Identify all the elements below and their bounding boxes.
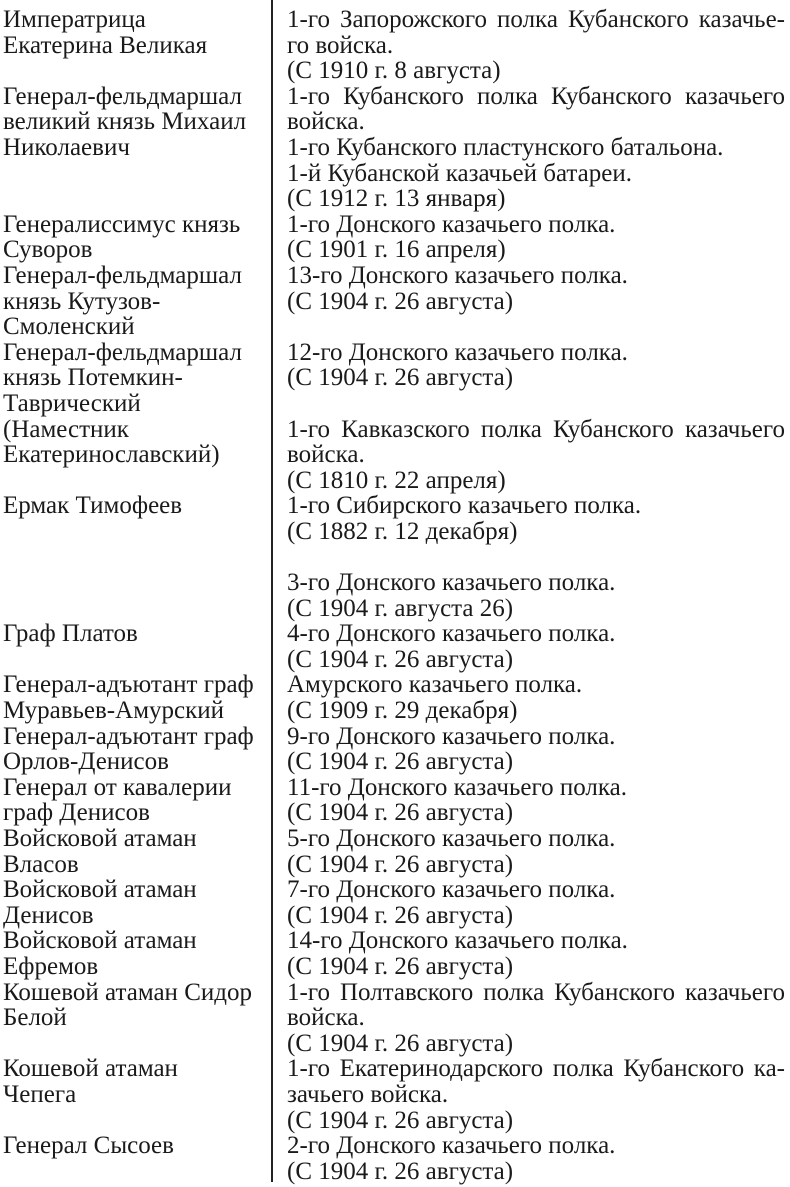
table-row xyxy=(0,877,790,903)
honoree-name-line: Суворов xyxy=(3,236,93,264)
regiment-line: (С 1904 г. 26 августа) xyxy=(287,901,514,929)
table-row xyxy=(0,621,790,647)
table-row xyxy=(0,493,790,519)
honoree-name-line: Генерал-фельдмаршал xyxy=(3,338,242,366)
table-row xyxy=(0,800,790,826)
table-row xyxy=(0,980,790,1006)
honoree-name-line: Екатерина Великая xyxy=(3,31,208,59)
regiment-line: 1-го Екатеринодарского полка Кубанского ка- xyxy=(287,1055,785,1083)
regiment-line: войска. xyxy=(287,441,365,469)
regiment-line: (С 1910 г. 8 августа) xyxy=(287,57,501,85)
regiment-line: 1-го Кубанского пластунского батальона. xyxy=(287,133,724,161)
regiment-line: (С 1904 г. 26 августа) xyxy=(287,1157,514,1185)
honoree-name-line: Генералиссимус князь xyxy=(3,210,241,238)
regiment-line: войска. xyxy=(287,1004,365,1032)
honoree-name-line: князь Потемкин- xyxy=(3,364,183,392)
regiment-line: (С 1909 г. 29 декабря) xyxy=(287,697,518,725)
table-row xyxy=(0,928,790,954)
table-row xyxy=(0,1108,790,1134)
regiment-line: (С 1904 г. 26 августа) xyxy=(287,287,514,315)
honoree-name-line: Чепега xyxy=(3,1080,77,1108)
table-row xyxy=(0,903,790,929)
regiment-line: (С 1912 г. 13 января) xyxy=(287,185,506,213)
table-row xyxy=(0,1133,790,1159)
honoree-name-line: Белой xyxy=(3,1004,67,1032)
table-row xyxy=(0,1005,790,1031)
table-row xyxy=(0,314,790,340)
honoree-name-line: великий князь Михаил xyxy=(3,108,247,136)
honoree-name-line: Ермак Тимофеев xyxy=(3,492,183,520)
table-row xyxy=(0,442,790,468)
table-row xyxy=(0,186,790,212)
regiment-line: (С 1882 г. 12 декабря) xyxy=(287,517,518,545)
regiment-line: 7-го Донского казачьего полка. xyxy=(287,876,616,904)
honoree-name-line: Муравьев-Амурский xyxy=(3,697,225,725)
regiment-line: 14-го Донского казачьего полка. xyxy=(287,927,628,955)
table-row xyxy=(0,135,790,161)
regiment-line: (С 1904 г. 26 августа) xyxy=(287,645,514,673)
honoree-name-line: Войсковой атаман xyxy=(3,876,197,904)
table-row xyxy=(0,289,790,315)
regiment-line: 1-го Полтавского полка Кубанского казачьего xyxy=(287,978,785,1006)
regiment-line: 9-го Донского казачьего полка. xyxy=(287,722,616,750)
table-row xyxy=(0,1056,790,1082)
honoree-name-line: Императрица xyxy=(3,6,146,33)
regiment-line: 1-го Сибирского казачьего полка. xyxy=(287,492,642,520)
table-row xyxy=(0,161,790,187)
honoree-name-line: Генерал-адъютант граф xyxy=(3,722,254,750)
honoree-name-line: Кошевой атаман Сидор xyxy=(3,978,252,1006)
table-row xyxy=(0,698,790,724)
regiment-line: (С 1904 г. 26 августа) xyxy=(287,799,514,827)
table-row xyxy=(0,237,790,263)
table-row xyxy=(0,417,790,443)
regiment-line: 1-го Кавказского полка Кубанского казачьего xyxy=(287,415,785,443)
table-row xyxy=(0,544,790,570)
table-row xyxy=(0,954,790,980)
regiment-line: Амурского казачьего полка. xyxy=(287,671,583,699)
regiment-line: 1-й Кубанской казачьей батареи. xyxy=(287,159,632,187)
table-row xyxy=(0,340,790,366)
table-row xyxy=(0,596,790,622)
table-row xyxy=(0,570,790,596)
regiment-line: зачьего войска. xyxy=(287,1080,449,1108)
patronage-table xyxy=(0,7,790,1184)
regiment-line: 11-го Донского казачьего полка. xyxy=(287,773,627,801)
honoree-name-line: Генерал-фельдмаршал xyxy=(3,261,242,289)
table-row xyxy=(0,1031,790,1057)
regiment-line: (С 1904 г. 26 августа) xyxy=(287,748,514,776)
regiment-line: (С 1904 г. 26 августа) xyxy=(287,1029,514,1057)
honoree-name-line: Генерал-фельдмаршал xyxy=(3,82,242,110)
regiment-line: (С 1810 г. 22 апреля) xyxy=(287,466,506,494)
table-row xyxy=(0,212,790,238)
honoree-name-line: Таврический xyxy=(3,389,141,417)
honoree-name-line: Войсковой атаман xyxy=(3,927,197,955)
table-row xyxy=(0,33,790,59)
table-row xyxy=(0,775,790,801)
honoree-name-line: Генерал Сысоев xyxy=(3,1132,174,1160)
table-row xyxy=(0,263,790,289)
table-row xyxy=(0,84,790,110)
table-row xyxy=(0,468,790,494)
regiment-line: (С 1904 г. 26 августа) xyxy=(287,364,514,392)
honoree-name-line: (Наместник xyxy=(3,415,129,443)
table-row xyxy=(0,749,790,775)
honoree-name-line: князь Кутузов- xyxy=(3,287,161,315)
honoree-name-line: Власов xyxy=(3,850,79,878)
regiment-line: 12-го Донского казачьего полка. xyxy=(287,338,628,366)
regiment-line: (С 1904 г. августа 26) xyxy=(287,594,514,622)
table-row xyxy=(0,1082,790,1108)
table-row xyxy=(0,826,790,852)
honoree-name-line: Граф Платов xyxy=(3,620,138,648)
regiment-line: го войска. xyxy=(287,31,394,59)
honoree-name-line: Ефремов xyxy=(3,952,99,980)
honoree-name-line: Орлов-Денисов xyxy=(3,748,169,776)
table-row xyxy=(0,365,790,391)
regiment-line: 1-го Донского казачьего полка. xyxy=(287,210,616,238)
table-row xyxy=(0,109,790,135)
regiment-line: войска. xyxy=(287,108,365,136)
regiment-line: 1-го Запорожского полка Кубанского казачье- xyxy=(287,6,785,33)
regiment-line: 1-го Кубанского полка Кубанского казачьего xyxy=(287,82,785,110)
regiment-line: 5-го Донского казачьего полка. xyxy=(287,825,616,852)
table-row xyxy=(0,391,790,417)
regiment-line: 2-го Донского казачьего полка. xyxy=(287,1132,616,1160)
regiment-line: (С 1904 г. 26 августа) xyxy=(287,1106,514,1134)
table-row xyxy=(0,1159,790,1185)
honoree-name-line: Николаевич xyxy=(3,133,130,161)
regiment-line: (С 1904 г. 26 августа) xyxy=(287,850,514,878)
table-row xyxy=(0,672,790,698)
honoree-name-line: Войсковой атаман xyxy=(3,825,197,852)
regiment-line: (С 1901 г. 16 апреля) xyxy=(287,236,506,264)
table-row xyxy=(0,852,790,878)
honoree-name-line: Кошевой атаман xyxy=(3,1055,178,1083)
honoree-name-line: Генерал-адъютант граф xyxy=(3,671,254,699)
honoree-name-line: Смоленский xyxy=(3,313,135,341)
regiment-line: 3-го Донского казачьего полка. xyxy=(287,569,616,597)
regiment-line: 13-го Донского казачьего полка. xyxy=(287,261,628,289)
table-row xyxy=(0,519,790,545)
table-row xyxy=(0,7,790,33)
honoree-name-line: Генерал от кавалерии xyxy=(3,773,232,801)
table-row xyxy=(0,58,790,84)
regiment-line: 4-го Донского казачьего полка. xyxy=(287,620,616,648)
honoree-name-line: Екатеринославский) xyxy=(3,441,220,469)
table-row xyxy=(0,724,790,750)
honoree-name-line: Денисов xyxy=(3,901,94,929)
table-row xyxy=(0,647,790,673)
honoree-name-line: граф Денисов xyxy=(3,799,150,827)
regiment-line: (С 1904 г. 26 августа) xyxy=(287,952,514,980)
